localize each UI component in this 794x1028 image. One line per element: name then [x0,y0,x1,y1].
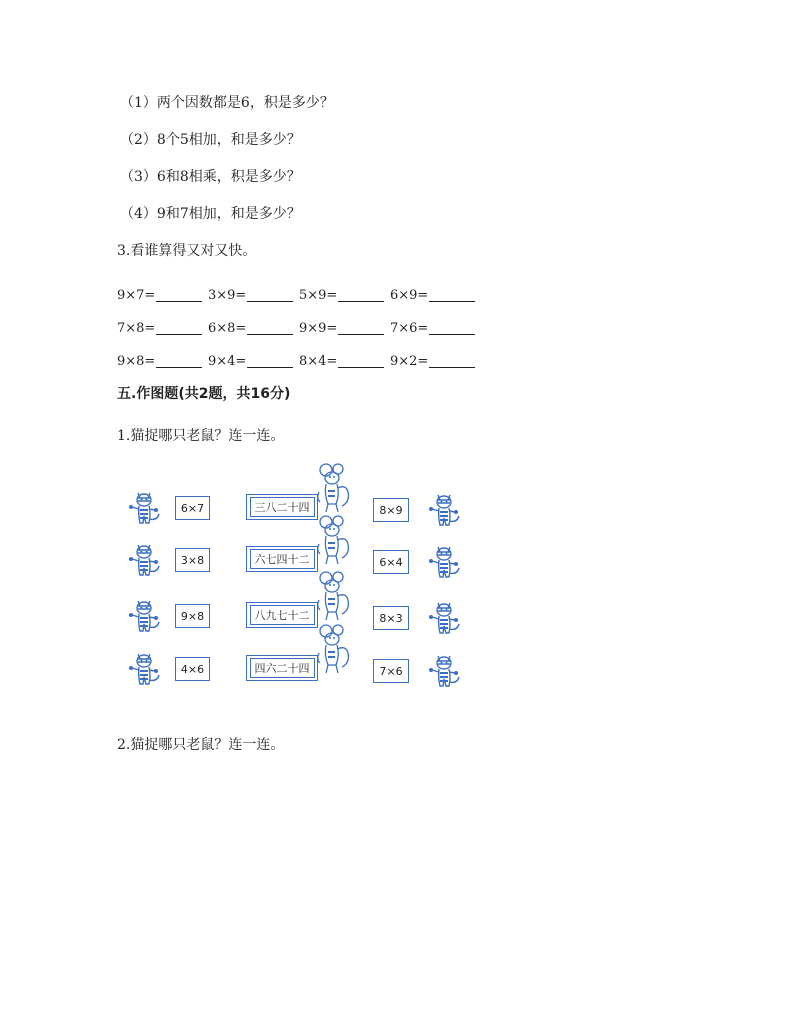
middle-rhyme-box[interactable]: 四六二十四 [246,655,318,681]
answer-blank[interactable] [156,355,202,368]
grid-cell: 9×4= [208,354,299,369]
left-expression-box[interactable]: 4×6 [175,657,210,681]
cat-icon [426,652,464,690]
section5-title: 五.作图题(共2题，共16分) [117,386,291,402]
left-expression-box[interactable]: 6×7 [175,496,210,520]
middle-rhyme-box[interactable]: 三八二十四 [246,494,318,520]
cat-icon [126,597,164,635]
grid-cell: 9×2= [390,354,481,369]
answer-blank[interactable] [247,289,293,302]
cat-icon [426,599,464,637]
question-1: （1）两个因数都是6，积是多少？ [120,95,334,111]
answer-blank[interactable] [156,289,202,302]
cat-icon [426,491,464,529]
answer-blank[interactable] [429,322,475,335]
question-3: （3）6和8相乘，积是多少？ [120,169,301,185]
middle-rhyme-box[interactable]: 六七四十二 [246,546,318,572]
grid-cell: 9×7= [117,288,208,303]
question-2: （2）8个5相加，和是多少？ [120,132,301,148]
grid-cell: 8×4= [299,354,390,369]
section5-question-1: 1.猫捉哪只老鼠？连一连。 [117,428,285,444]
grid-row [117,345,481,378]
grid-cell: 6×8= [208,321,299,336]
right-expression-box[interactable]: 7×6 [373,659,409,683]
right-expression-box[interactable]: 6×4 [373,550,409,574]
section5-question-2: 2.猫捉哪只老鼠？连一连。 [117,737,285,753]
cat-icon [126,650,164,688]
cat-icon [126,541,164,579]
mouse-icon [316,623,352,675]
answer-blank[interactable] [156,322,202,335]
right-expression-box[interactable]: 8×9 [373,498,409,522]
answer-blank[interactable] [429,289,475,302]
question-4: （4）9和7相加，和是多少？ [120,206,301,222]
left-expression-box[interactable]: 9×8 [175,604,210,628]
grid-row [117,312,481,345]
grid-cell: 9×8= [117,354,208,369]
section3-title: 3.看谁算得又对又快。 [117,243,257,259]
mouse-icon [316,514,352,566]
right-expression-box[interactable]: 8×3 [373,606,409,630]
mouse-icon [316,570,352,622]
answer-blank[interactable] [247,355,293,368]
middle-rhyme-box[interactable]: 八九七十二 [246,602,318,628]
mouse-icon [316,462,352,514]
cat-icon [126,489,164,527]
grid-row [117,279,481,312]
grid-cell: 5×9= [299,288,390,303]
answer-blank[interactable] [247,322,293,335]
left-expression-box[interactable]: 3×8 [175,548,210,572]
cat-mouse-matching-figure [120,462,470,702]
answer-blank[interactable] [429,355,475,368]
answer-blank[interactable] [338,355,384,368]
grid-cell: 7×6= [390,321,481,336]
grid-cell: 3×9= [208,288,299,303]
cat-icon [426,543,464,581]
answer-blank[interactable] [338,322,384,335]
grid-cell: 6×9= [390,288,481,303]
answer-blank[interactable] [338,289,384,302]
grid-cell: 7×8= [117,321,208,336]
multiplication-grid [117,279,481,378]
grid-cell: 9×9= [299,321,390,336]
